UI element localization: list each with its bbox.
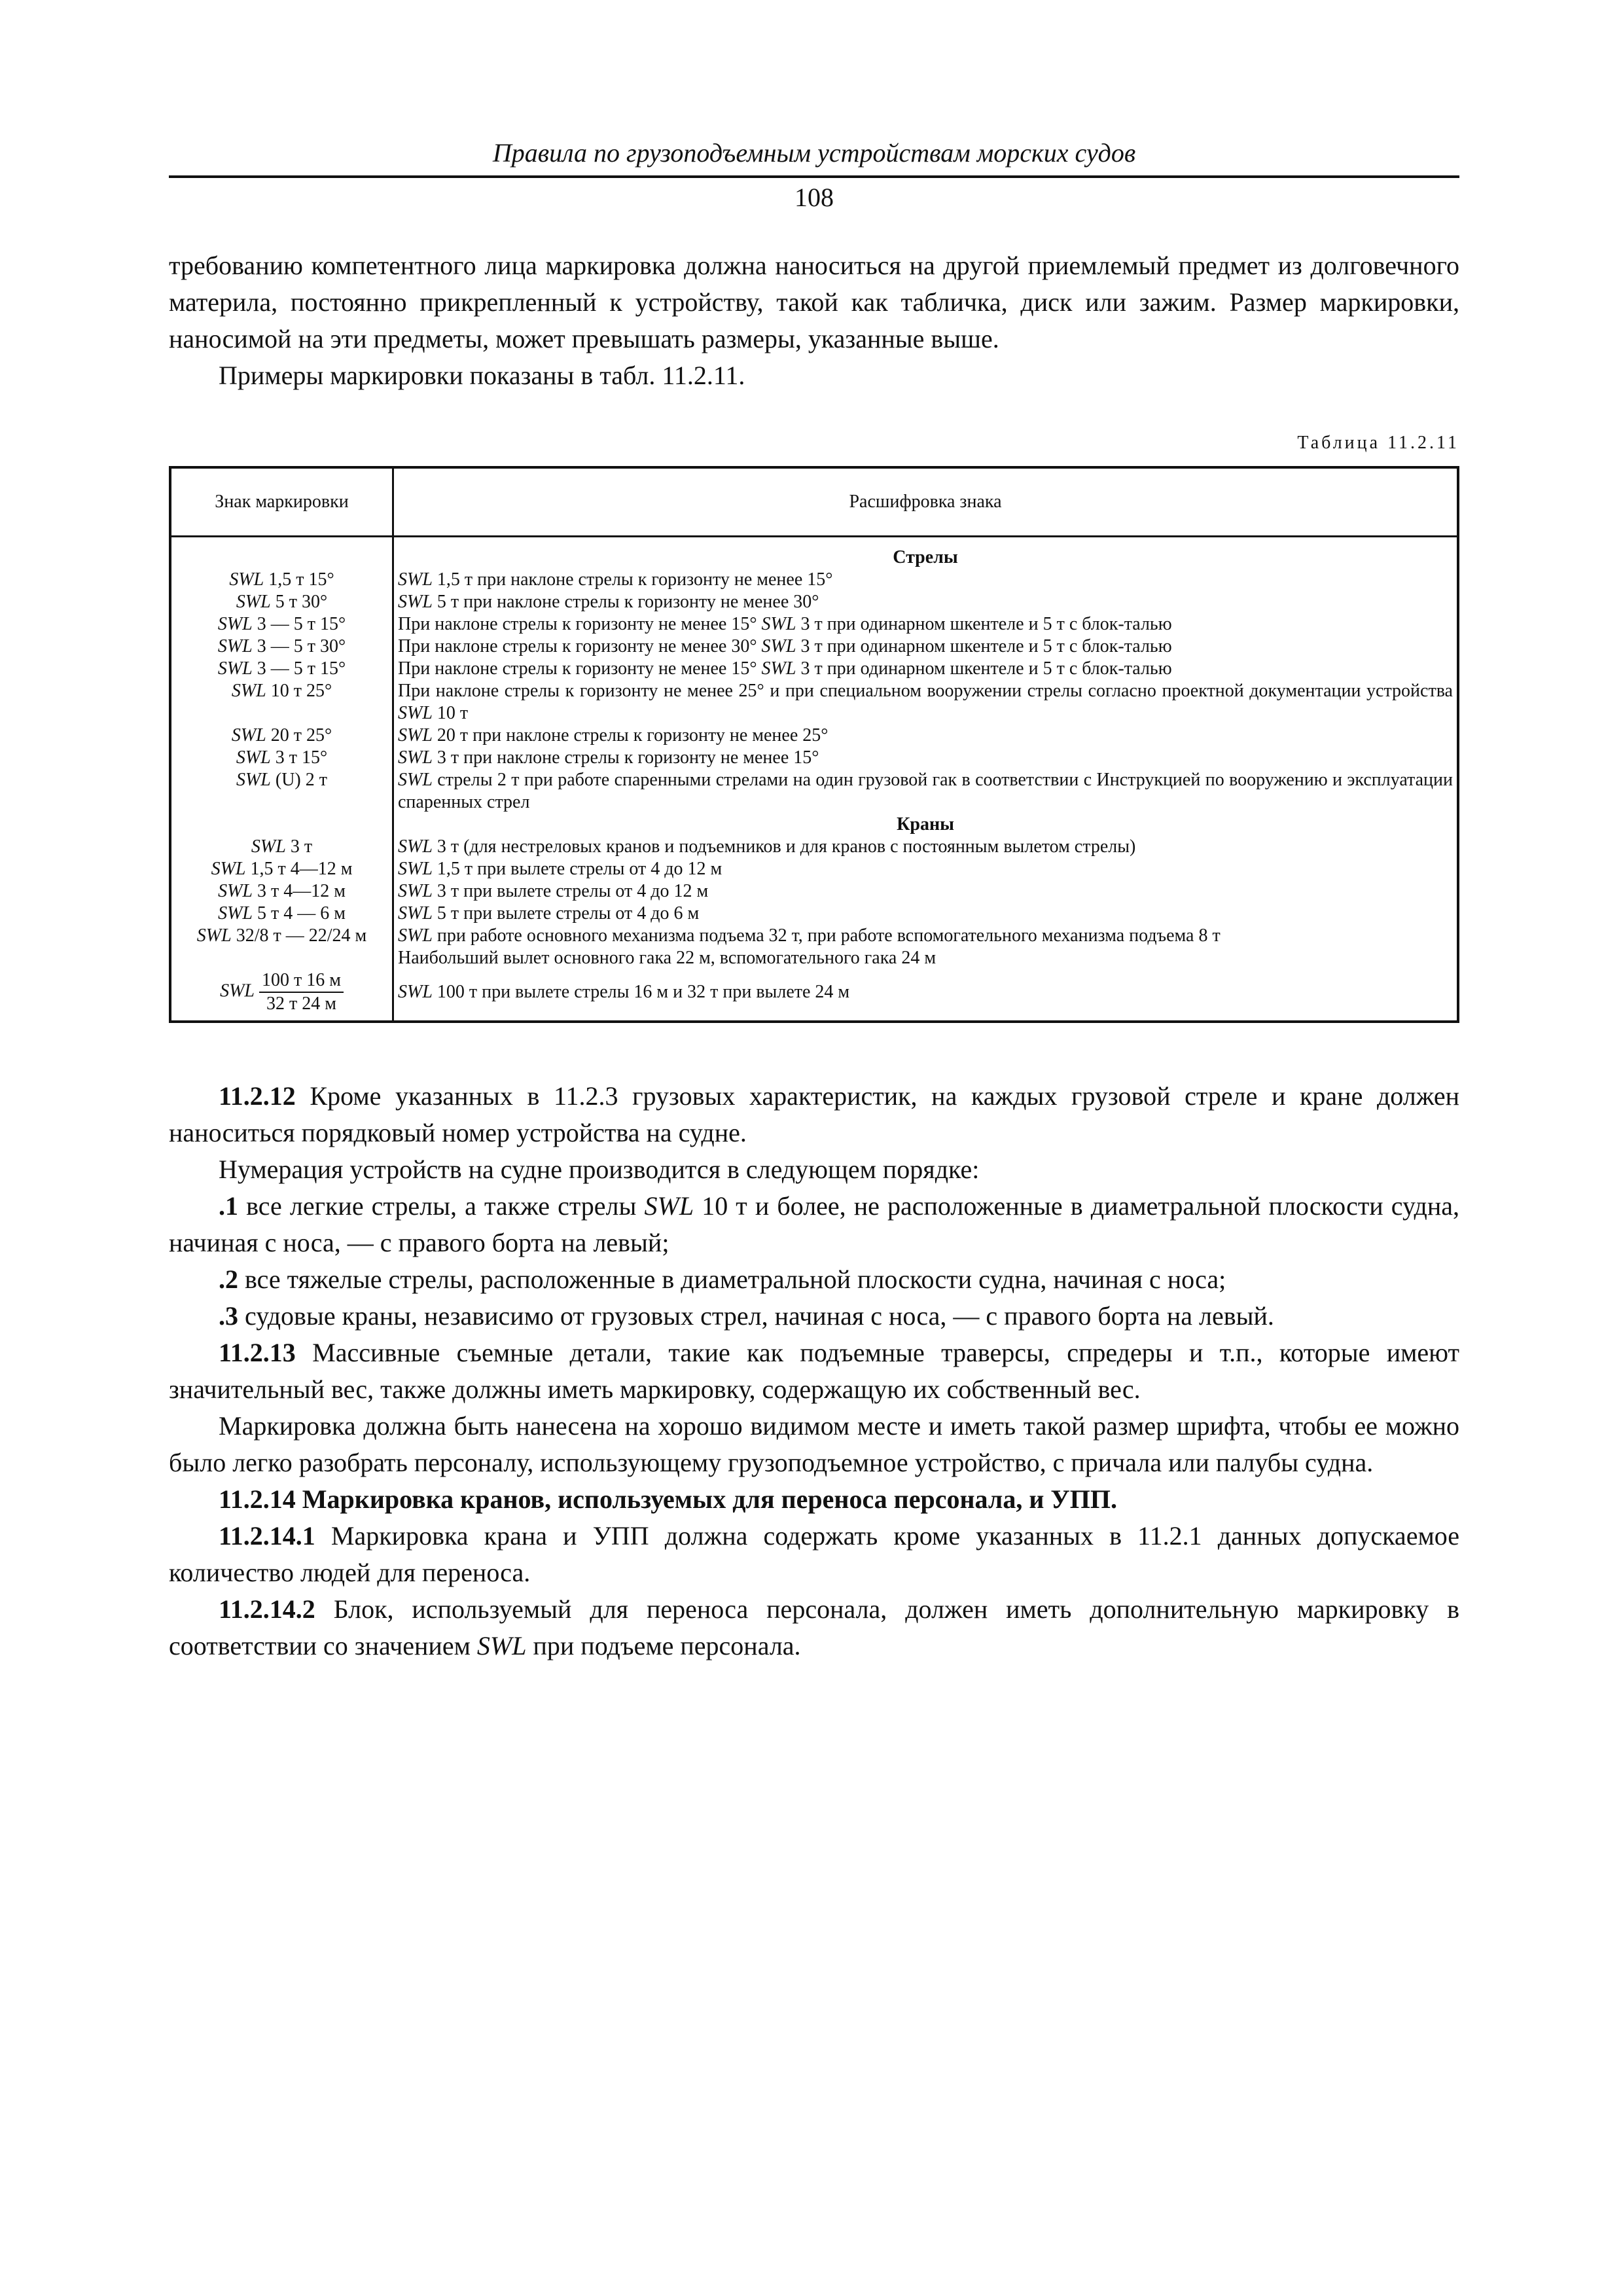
section-title-cranes: Краны xyxy=(897,814,954,834)
intro-paragraph: требованию компетентного лица маркировка должна наноситься на другой приемлемый предмет из долговечного материла, постоянно прикрепленный к устройству, такой как табличка, диск или зажим. Размер маркировки, наносимой на эти предметы, может превышать размеры, указанные выше. xyxy=(169,251,1459,353)
section-row-booms xyxy=(170,537,1458,569)
marking-sign: 3 т xyxy=(290,836,313,857)
paragraph-11-2-12: 11.2.12 Кроме указанных в 11.2.3 грузовых характеристик, на каждых грузовой стреле и кране должен наноситься порядковый номер устройства на судне. xyxy=(169,1081,1459,1147)
table-caption: Таблица 11.2.11 xyxy=(1297,433,1459,453)
running-title: Правила по грузоподъемным устройствам морских судов xyxy=(492,138,1136,168)
marking-sign: 32/8 т — 22/24 м xyxy=(236,925,367,946)
fraction-denominator: 32 т 24 м xyxy=(266,994,336,1014)
marking-decode: 5 т при вылете стрелы от 4 до 6 м xyxy=(437,903,700,924)
table-row: SWL 1,5 т 15° SWL 1,5 т при наклоне стрелы к горизонту не менее 15° xyxy=(170,569,1458,591)
marking-table xyxy=(169,466,1459,1023)
marking-sign: (U) 2 т xyxy=(275,770,327,790)
marking-sign: 3 — 5 т 30° xyxy=(257,636,346,656)
heading-11-2-14: 11.2.14 Маркировка кранов, используемых для переноса персонала, и УПП. xyxy=(219,1484,1117,1514)
marking-decode: При наклоне стрелы к горизонту не менее 25° и при специальном вооружении стрелы согласно проектной документации устройства xyxy=(398,681,1453,701)
table-header-row xyxy=(170,467,1458,537)
marking-sign: 5 т 30° xyxy=(275,592,328,612)
table-row: SWL 3 — 5 т 30° При наклоне стрелы к горизонту не менее 30° SWL 3 т при одинарном шкентеле и 5 т с блок-талью xyxy=(170,636,1458,658)
table-row: SWL 3 т 15° SWL 3 т при наклоне стрелы к горизонту не менее 15° xyxy=(170,747,1458,769)
table-row: SWL (U) 2 т SWL стрелы 2 т при работе спаренными стрелами на один грузовой гак в соответствии с Инструкцией по вооружению и эксплуатации спаренных стрел xyxy=(170,769,1458,814)
section-title-booms: Стрелы xyxy=(893,547,958,567)
body-text xyxy=(169,1078,1459,1664)
marking-sign: 3 — 5 т 15° xyxy=(257,658,346,679)
table-row: SWL 5 т 30° SWL 5 т при наклоне стрелы к горизонту не менее 30° xyxy=(170,591,1458,613)
table-row: SWL 5 т 4 — 6 м SWL 5 т при вылете стрелы от 4 до 6 м xyxy=(170,903,1458,925)
marking-decode: 5 т при наклоне стрелы к горизонту не менее 30° xyxy=(437,592,819,612)
marking-decode: При наклоне стрелы к горизонту не менее 15° xyxy=(398,614,757,634)
table-row: SWL 20 т 25° SWL 20 т при наклоне стрелы к горизонту не менее 25° xyxy=(170,725,1458,747)
table-row: SWL 3 т SWL 3 т (для нестреловых кранов и подъемников и для кранов с постоянным вылетом стрелы) xyxy=(170,836,1458,858)
marking-decode: При наклоне стрелы к горизонту не менее 30° xyxy=(398,636,757,656)
table-row: SWL 1,5 т 4—12 м SWL 1,5 т при вылете стрелы от 4 до 12 м xyxy=(170,858,1458,880)
header-rule xyxy=(169,175,1459,178)
paragraph-marking: Маркировка должна быть нанесена на хорошо видимом месте и иметь такой размер шрифта, чтобы ее можно было легко разобрать персоналу, использующему грузоподъемное устройство, с причала или палубы судна. xyxy=(169,1411,1459,1477)
marking-sign: 1,5 т 4—12 м xyxy=(250,859,353,879)
table-row: SWL 10 т 25° При наклоне стрелы к горизонту не менее 25° и при специальном вооружении стрелы согласно проектной документации устройства SWL 10 т xyxy=(170,680,1458,725)
marking-decode: стрелы 2 т при работе спаренными стрелами на один грузовой гак в соответствии с Инструкцией по вооружению и эксплуатации спаренных стрел xyxy=(398,770,1454,812)
marking-decode: При наклоне стрелы к горизонту не менее 15° xyxy=(398,658,757,679)
marking-decode: 1,5 т при вылете стрелы от 4 до 12 м xyxy=(437,859,722,879)
list-item-2: .2 все тяжелые стрелы, расположенные в диаметральной плоскости судна, начиная с носа; xyxy=(219,1265,1226,1294)
marking-sign: 3 т 15° xyxy=(275,747,328,768)
table-row: SWL $\frac{100 т 16 м}{32 т 24 м}$ SWL 100 т при вылете стрелы 16 м и 32 т при вылете 24 м xyxy=(170,969,1458,1022)
paragraph-11-2-13: 11.2.13 Массивные съемные детали, такие как подъемные траверсы, спредеры и т.п., которые имеют значительный вес, также должны иметь маркировку, содержащую их собственный вес. xyxy=(169,1338,1460,1404)
document-page xyxy=(169,137,1459,1664)
marking-sign: 3 — 5 т 15° xyxy=(257,614,346,634)
table-row: SWL 3 — 5 т 15° При наклоне стрелы к горизонту не менее 15° SWL 3 т при одинарном шкентеле и 5 т с блок-талью xyxy=(170,658,1458,680)
table-row: SWL 3 т 4—12 м SWL 3 т при вылете стрелы от 4 до 12 м xyxy=(170,880,1458,903)
table-row: SWL 3 — 5 т 15° При наклоне стрелы к горизонту не менее 15° SWL 3 т при одинарном шкентеле и 5 т с блок-талью xyxy=(170,613,1458,636)
marking-decode: 100 т при вылете стрелы 16 м и 32 т при вылете 24 м xyxy=(437,982,850,1002)
section-row-cranes xyxy=(170,814,1458,836)
fraction-numerator: 100 т 16 м xyxy=(259,969,344,993)
marking-sign: 20 т 25° xyxy=(270,725,332,745)
paragraph-numbering: Нумерация устройств на судне производится в следующем порядке: xyxy=(219,1155,980,1184)
column-header-decode: Расшифровка знака xyxy=(393,467,1459,537)
marking-decode: 3 т (для нестреловых кранов и подъемников и для кранов с постоянным вылетом стрелы) xyxy=(437,836,1136,857)
marking-decode: при работе основного механизма подъема 32 т, при работе вспомогательного механизма подъема 8 т xyxy=(437,925,1221,946)
marking-sign: 5 т 4 — 6 м xyxy=(257,903,346,924)
marking-decode: 3 т при вылете стрелы от 4 до 12 м xyxy=(437,881,709,901)
marking-decode: 20 т при наклоне стрелы к горизонту не менее 25° xyxy=(437,725,829,745)
marking-sign: 3 т 4—12 м xyxy=(257,881,346,901)
table-row: SWL 32/8 т — 22/24 м SWL при работе основного механизма подъема 32 т, при работе вспомогательного механизма подъема 8 т Наибольший вылет основного гака 22 м, вспомогательного гака 24 м xyxy=(170,925,1458,969)
list-item-1: .1 все легкие стрелы, а также стрелы SWL 10 т и более, не расположенные в диаметральной плоскости судна, начиная с носа, — с правого борта на левый; xyxy=(169,1191,1460,1257)
paragraph-11-2-14-2: 11.2.14.2 Блок, используемый для переноса персонала, должен иметь дополнительную маркировку в соответствии со значением SWL при подъеме персонала. xyxy=(169,1594,1460,1660)
paragraph-11-2-14-1: 11.2.14.1 Маркировка крана и УПП должна содержать кроме указанных в 11.2.1 данных допускаемое количество людей для переноса. xyxy=(169,1521,1459,1587)
swl-abbr: SWL xyxy=(229,569,264,590)
marking-decode: 1,5 т при наклоне стрелы к горизонту не менее 15° xyxy=(437,569,833,590)
page-number: 108 xyxy=(794,183,834,212)
marking-sign: 1,5 т 15° xyxy=(268,569,334,590)
table-reference-paragraph: Примеры маркировки показаны в табл. 11.2.11. xyxy=(219,361,745,390)
list-item-3: .3 судовые краны, независимо от грузовых стрел, начиная с носа, — с правого борта на левый. xyxy=(219,1301,1274,1331)
column-header-sign: Знак маркировки xyxy=(170,467,393,537)
marking-sign: 10 т 25° xyxy=(270,681,332,701)
fraction-sign xyxy=(259,969,344,1015)
marking-decode: 3 т при наклоне стрелы к горизонту не менее 15° xyxy=(437,747,819,768)
